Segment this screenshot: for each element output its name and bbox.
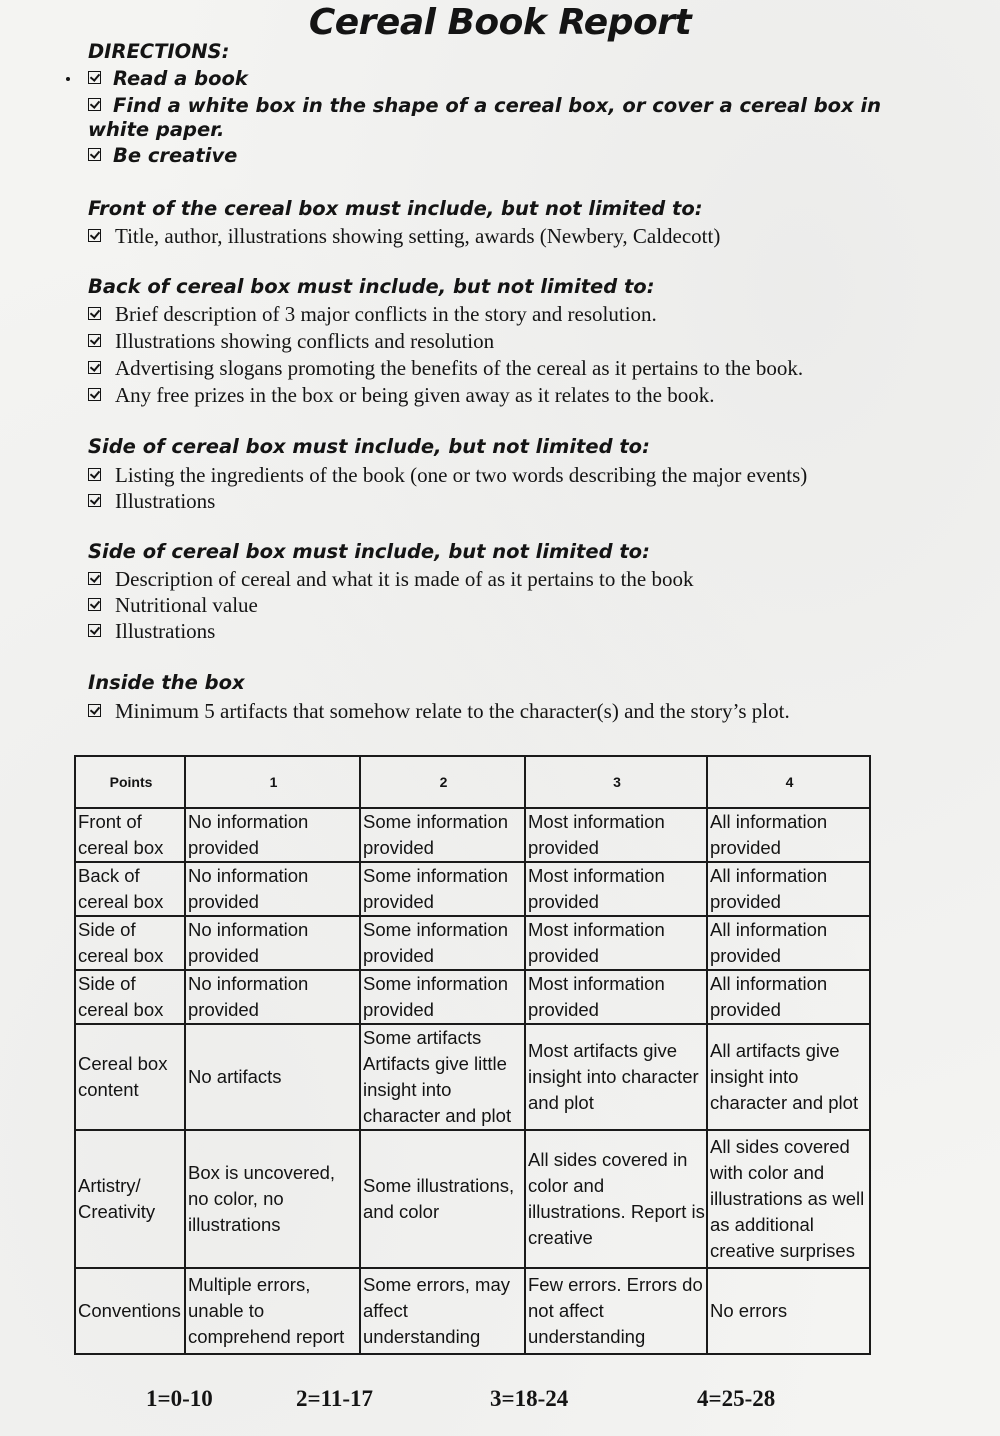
score-scale-4: 4=25-28	[697, 1386, 776, 1411]
direction-item: Be creative	[88, 144, 898, 168]
table-cell: No errors	[707, 1268, 870, 1354]
score-scale-3: 3=18-24	[490, 1386, 569, 1411]
criterion-cell: Artistry/ Creativity	[75, 1130, 185, 1268]
header-cell: 4	[707, 756, 870, 808]
table-cell: All sides covered in color and illustrations. Report is creative	[525, 1130, 707, 1268]
side2-item: Description of cereal and what it is made of as it pertains to the book	[88, 566, 908, 592]
table-cell: Box is uncovered, no color, no illustrations	[185, 1130, 360, 1268]
back-item: Any free prizes in the box or being given away as it relates to the book.	[88, 382, 908, 408]
rubric-header-row	[75, 756, 870, 808]
back-item: Advertising slogans promoting the benefits of the cereal as it pertains to the book.	[88, 355, 908, 381]
table-cell: Most artifacts give insight into character and plot	[525, 1024, 707, 1130]
criterion-cell: Front of cereal box	[75, 808, 185, 862]
checked-box-icon	[88, 704, 101, 717]
table-cell: Few errors. Errors do not affect understanding	[525, 1268, 707, 1354]
checked-box-icon	[88, 624, 101, 637]
side2-item: Illustrations	[88, 618, 908, 644]
table-row	[75, 808, 870, 862]
table-cell: All information provided	[707, 916, 870, 970]
back-item: Illustrations showing conflicts and resolution	[88, 328, 908, 354]
criterion-cell: Side of cereal box	[75, 970, 185, 1024]
table-cell: Some errors, may affect understanding	[360, 1268, 525, 1354]
front-item: Title, author, illustrations showing setting, awards (Newbery, Caldecott)	[88, 223, 908, 249]
header-cell: Points	[75, 756, 185, 808]
table-cell: No artifacts	[185, 1024, 360, 1130]
rubric-table	[74, 755, 871, 1355]
checked-box-icon	[88, 229, 101, 242]
checked-box-icon	[88, 388, 101, 401]
table-row	[75, 970, 870, 1024]
back-item: Brief description of 3 major conflicts in the story and resolution.	[88, 301, 908, 327]
back-heading: Back of cereal box must include, but not limited to:	[88, 275, 655, 298]
header-cell: 1	[185, 756, 360, 808]
table-row	[75, 1130, 870, 1268]
table-cell: Most information provided	[525, 808, 707, 862]
header-cell: 2	[360, 756, 525, 808]
table-cell: Some artifacts Artifacts give little insight into character and plot	[360, 1024, 525, 1130]
side1-item: Illustrations	[88, 488, 908, 514]
table-cell: Multiple errors, unable to comprehend report	[185, 1268, 360, 1354]
bullet-dot	[66, 77, 70, 81]
table-row	[75, 916, 870, 970]
checked-box-icon	[88, 334, 101, 347]
table-row	[75, 1268, 870, 1354]
header-cell: 3	[525, 756, 707, 808]
criterion-cell: Side of cereal box	[75, 916, 185, 970]
table-cell: All information provided	[707, 862, 870, 916]
table-row	[75, 862, 870, 916]
table-row	[75, 1024, 870, 1130]
table-cell: Most information provided	[525, 970, 707, 1024]
checked-box-icon	[88, 598, 101, 611]
table-cell: All information provided	[707, 808, 870, 862]
table-cell: All information provided	[707, 970, 870, 1024]
checked-box-icon	[88, 572, 101, 585]
page-title: Cereal Book Report	[308, 2, 692, 43]
side2-heading: Side of cereal box must include, but not limited to:	[88, 540, 650, 563]
inside-item: Minimum 5 artifacts that somehow relate to the character(s) and the story’s plot.	[88, 698, 908, 724]
criterion-cell: Back of cereal box	[75, 862, 185, 916]
side1-item: Listing the ingredients of the book (one or two words describing the major events)	[88, 462, 908, 488]
table-cell: No information provided	[185, 808, 360, 862]
side2-item: Nutritional value	[88, 592, 908, 618]
checked-box-icon	[88, 148, 101, 161]
front-heading: Front of the cereal box must include, but not limited to:	[88, 197, 703, 220]
checked-box-icon	[88, 71, 101, 84]
table-cell: All sides covered with color and illustrations as well as additional creative surprises	[707, 1130, 870, 1268]
directions-heading: DIRECTIONS:	[88, 40, 230, 63]
table-cell: Some information provided	[360, 808, 525, 862]
checked-box-icon	[88, 468, 101, 481]
inside-heading: Inside the box	[88, 671, 245, 694]
table-cell: No information provided	[185, 862, 360, 916]
checked-box-icon	[88, 307, 101, 320]
criterion-cell: Cereal box content	[75, 1024, 185, 1130]
direction-item: Read a book	[88, 67, 898, 91]
table-cell: Some information provided	[360, 916, 525, 970]
table-cell: Most information provided	[525, 862, 707, 916]
direction-item: Find a white box in the shape of a cereal box, or cover a cereal box in white paper.	[88, 94, 882, 141]
table-cell: All artifacts give insight into character and plot	[707, 1024, 870, 1130]
table-cell: No information provided	[185, 916, 360, 970]
table-cell: Some information provided	[360, 970, 525, 1024]
checked-box-icon	[88, 98, 101, 111]
table-cell: Some illustrations, and color	[360, 1130, 525, 1268]
score-scale-2: 2=11-17	[296, 1386, 373, 1411]
table-cell: Some information provided	[360, 862, 525, 916]
checked-box-icon	[88, 361, 101, 374]
table-cell: No information provided	[185, 970, 360, 1024]
checked-box-icon	[88, 494, 101, 507]
criterion-cell: Conventions	[75, 1268, 185, 1354]
side1-heading: Side of cereal box must include, but not limited to:	[88, 435, 650, 458]
score-scale-1: 1=0-10	[146, 1386, 213, 1411]
table-cell: Most information provided	[525, 916, 707, 970]
